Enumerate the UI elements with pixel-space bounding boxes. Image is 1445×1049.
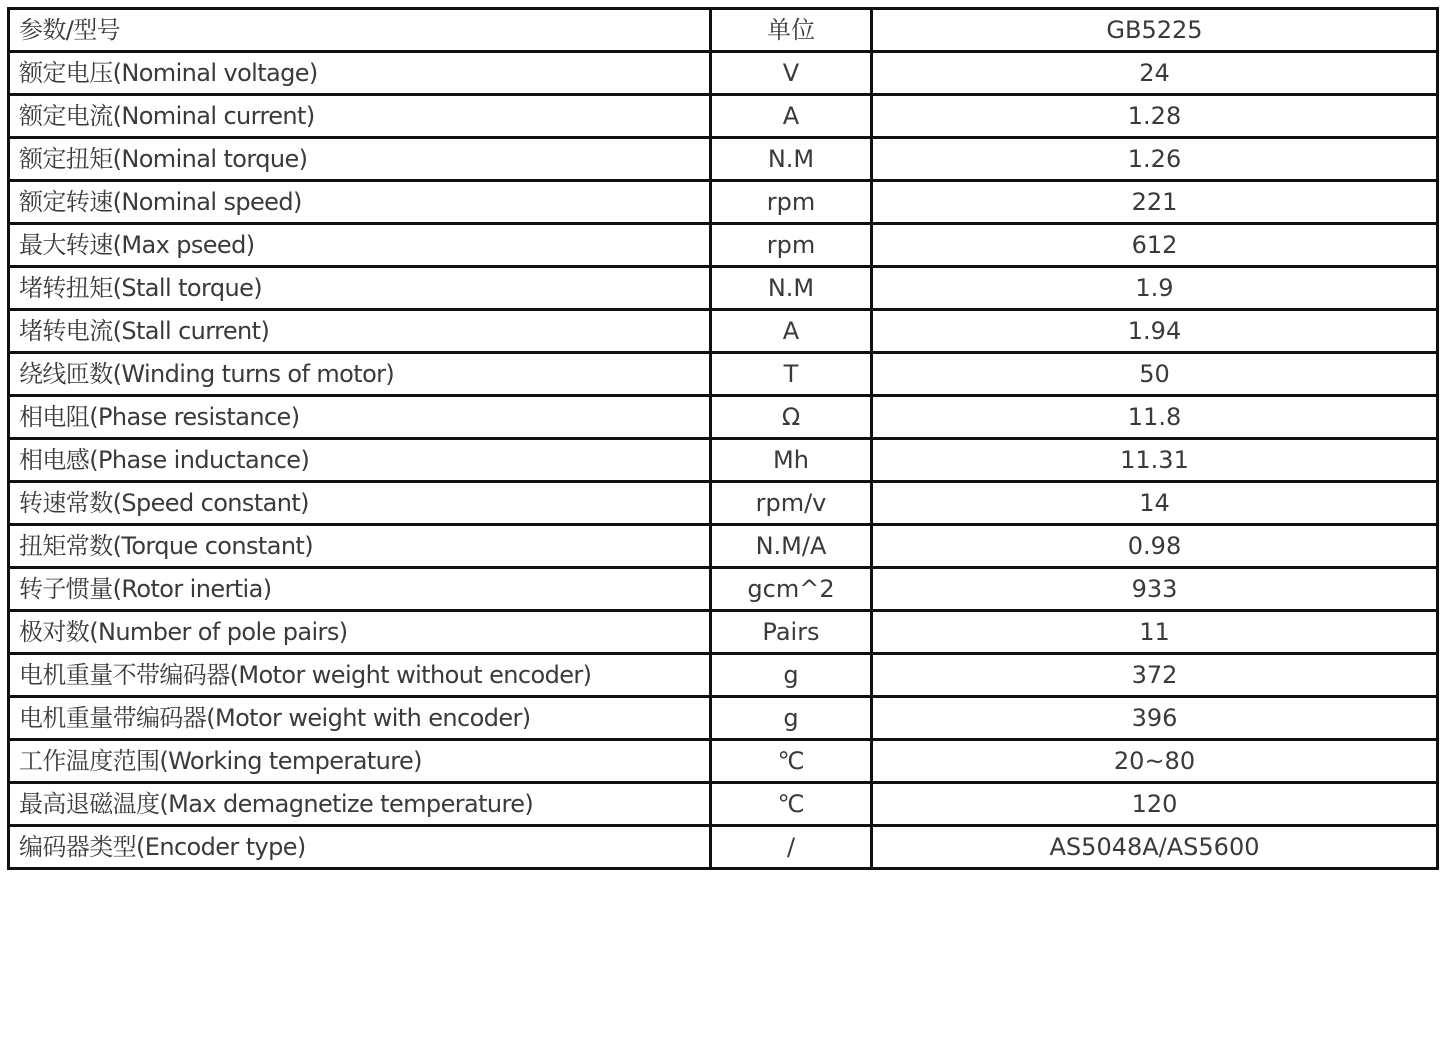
param-cell: 电机重量不带编码器(Motor weight without encoder): [9, 654, 711, 697]
unit-cell: g: [711, 654, 872, 697]
unit-cell: N.M/A: [711, 525, 872, 568]
value-cell: 11.8: [872, 396, 1438, 439]
value-cell: GB5225: [872, 9, 1438, 52]
unit-cell: T: [711, 353, 872, 396]
table-row: [9, 52, 1438, 95]
param-cell: 转速常数(Speed constant): [9, 482, 711, 525]
table-row: [9, 783, 1438, 826]
param-cell: 电机重量带编码器(Motor weight with encoder): [9, 697, 711, 740]
table-row: [9, 181, 1438, 224]
value-cell: 11.31: [872, 439, 1438, 482]
table-row: [9, 95, 1438, 138]
table-row: [9, 525, 1438, 568]
param-cell: 相电感(Phase inductance): [9, 439, 711, 482]
param-cell: 额定扭矩(Nominal torque): [9, 138, 711, 181]
unit-cell: gcm^2: [711, 568, 872, 611]
param-cell: 工作温度范围(Working temperature): [9, 740, 711, 783]
param-cell: 编码器类型(Encoder type): [9, 826, 711, 869]
value-cell: 50: [872, 353, 1438, 396]
value-cell: 221: [872, 181, 1438, 224]
spec-table-body: [9, 9, 1438, 869]
value-cell: 11: [872, 611, 1438, 654]
unit-cell: Pairs: [711, 611, 872, 654]
unit-cell: Ω: [711, 396, 872, 439]
table-row: [9, 310, 1438, 353]
table-row: [9, 611, 1438, 654]
unit-cell: 单位: [711, 9, 872, 52]
param-cell: 额定转速(Nominal speed): [9, 181, 711, 224]
unit-cell: ℃: [711, 740, 872, 783]
unit-cell: Mh: [711, 439, 872, 482]
value-cell: 24: [872, 52, 1438, 95]
table-row: [9, 396, 1438, 439]
unit-cell: rpm/v: [711, 482, 872, 525]
value-cell: 372: [872, 654, 1438, 697]
unit-cell: N.M: [711, 267, 872, 310]
unit-cell: /: [711, 826, 872, 869]
param-cell: 参数/型号: [9, 9, 711, 52]
value-cell: 1.26: [872, 138, 1438, 181]
param-cell: 绕线匝数(Winding turns of motor): [9, 353, 711, 396]
table-row: [9, 353, 1438, 396]
unit-cell: N.M: [711, 138, 872, 181]
spec-table: [7, 7, 1439, 870]
value-cell: 1.9: [872, 267, 1438, 310]
value-cell: 1.28: [872, 95, 1438, 138]
param-cell: 极对数(Number of pole pairs): [9, 611, 711, 654]
table-row: [9, 826, 1438, 869]
value-cell: 612: [872, 224, 1438, 267]
param-cell: 额定电流(Nominal current): [9, 95, 711, 138]
table-row: [9, 224, 1438, 267]
param-cell: 堵转扭矩(Stall torque): [9, 267, 711, 310]
param-cell: 相电阻(Phase resistance): [9, 396, 711, 439]
table-row: [9, 138, 1438, 181]
param-cell: 额定电压(Nominal voltage): [9, 52, 711, 95]
unit-cell: ℃: [711, 783, 872, 826]
table-row: [9, 697, 1438, 740]
value-cell: 0.98: [872, 525, 1438, 568]
param-cell: 堵转电流(Stall current): [9, 310, 711, 353]
param-cell: 扭矩常数(Torque constant): [9, 525, 711, 568]
table-row: [9, 654, 1438, 697]
table-row: [9, 9, 1438, 52]
value-cell: 14: [872, 482, 1438, 525]
table-row: [9, 439, 1438, 482]
table-row: [9, 568, 1438, 611]
unit-cell: g: [711, 697, 872, 740]
value-cell: 1.94: [872, 310, 1438, 353]
value-cell: 396: [872, 697, 1438, 740]
value-cell: 120: [872, 783, 1438, 826]
unit-cell: A: [711, 95, 872, 138]
param-cell: 最大转速(Max pseed): [9, 224, 711, 267]
unit-cell: A: [711, 310, 872, 353]
table-row: [9, 482, 1438, 525]
param-cell: 转子惯量(Rotor inertia): [9, 568, 711, 611]
value-cell: 20~80: [872, 740, 1438, 783]
unit-cell: rpm: [711, 224, 872, 267]
table-row: [9, 267, 1438, 310]
value-cell: AS5048A/AS5600: [872, 826, 1438, 869]
unit-cell: V: [711, 52, 872, 95]
unit-cell: rpm: [711, 181, 872, 224]
value-cell: 933: [872, 568, 1438, 611]
param-cell: 最高退磁温度(Max demagnetize temperature): [9, 783, 711, 826]
table-row: [9, 740, 1438, 783]
